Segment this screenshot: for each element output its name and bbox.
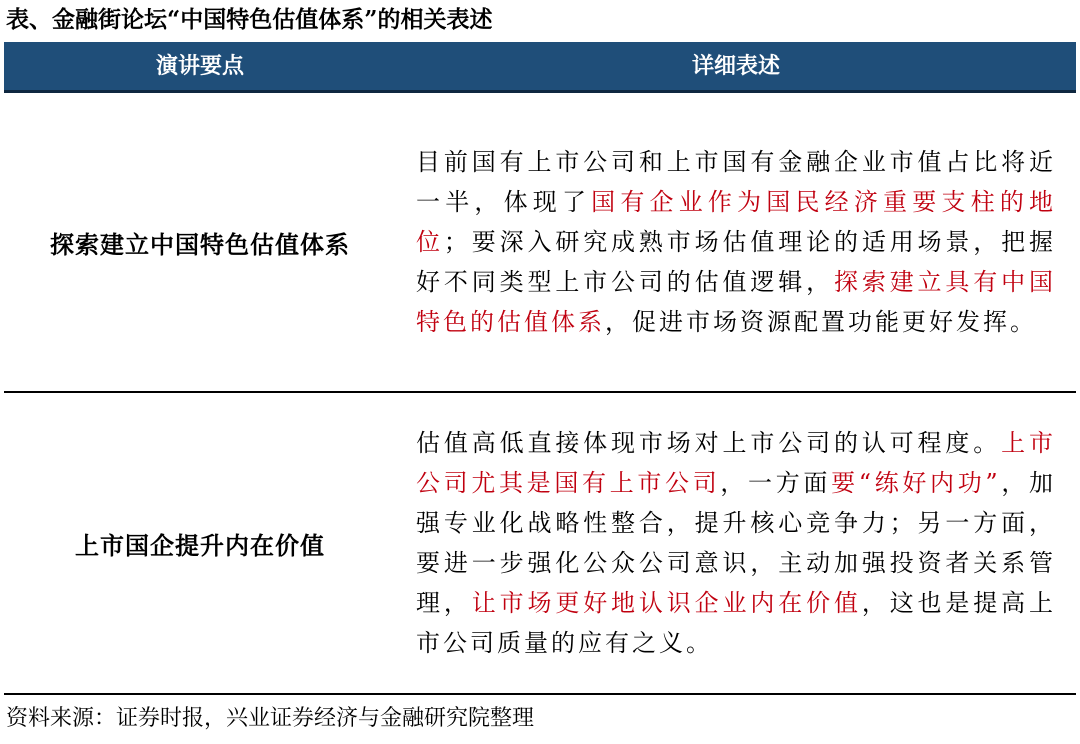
header-detailed-description: 详细表述: [691, 53, 780, 79]
highlighted-text: 探索建立具有中国特色的估值体系: [416, 268, 1057, 336]
body-text: ，加强专业化战略性整合，提升核心竞争力；另一方面，要进一步强化公众公司意识，主动加强投资者关系管理，: [416, 469, 1056, 617]
row-description-cell: [416, 393, 1056, 693]
description-text: [416, 423, 1056, 663]
row-key-cell: 上市国企提升内在价值: [75, 530, 325, 560]
highlighted-text: 国有企业作为国民经济重要支柱的地位: [416, 188, 1057, 256]
body-text: 估值高低直接体现市场对上市公司的认可程度。: [416, 429, 1002, 457]
body-text: ，一方面: [720, 469, 832, 497]
description-text: [416, 142, 1056, 342]
row-description-cell: [416, 93, 1056, 391]
source-note: 资料来源：证券时报，兴业证券经济与金融研究院整理: [6, 706, 535, 731]
table-row: [4, 93, 1076, 391]
table-title: 表、金融街论坛“中国特色估值体系”的相关表述: [6, 6, 493, 33]
highlighted-text: 上市公司尤其是国有上市公司: [416, 429, 1057, 497]
table-row: [4, 393, 1076, 693]
table-header: [4, 42, 1076, 93]
row-key-cell: 探索建立中国特色估值体系: [50, 229, 350, 259]
highlighted-text: 让市场更好地认识企业内在价值: [471, 589, 862, 617]
body-text: ，这也是提高上市公司质量的应有之义。: [416, 589, 1057, 657]
body-text: 目前国有上市公司和上市国有金融企业市值占比将近一半，体现了: [416, 148, 1056, 216]
body-text: ；要深入研究成熟市场估值理论的适用场景，把握好不同类型上市公司的估值逻辑，: [416, 228, 1057, 296]
table-bottom-rule: [4, 693, 1076, 695]
body-text: ，促进市场资源配置功能更好发挥。: [605, 308, 1037, 336]
header-speech-points: 演讲要点: [155, 53, 244, 79]
highlighted-text: 要“练好内功”: [831, 469, 1001, 497]
